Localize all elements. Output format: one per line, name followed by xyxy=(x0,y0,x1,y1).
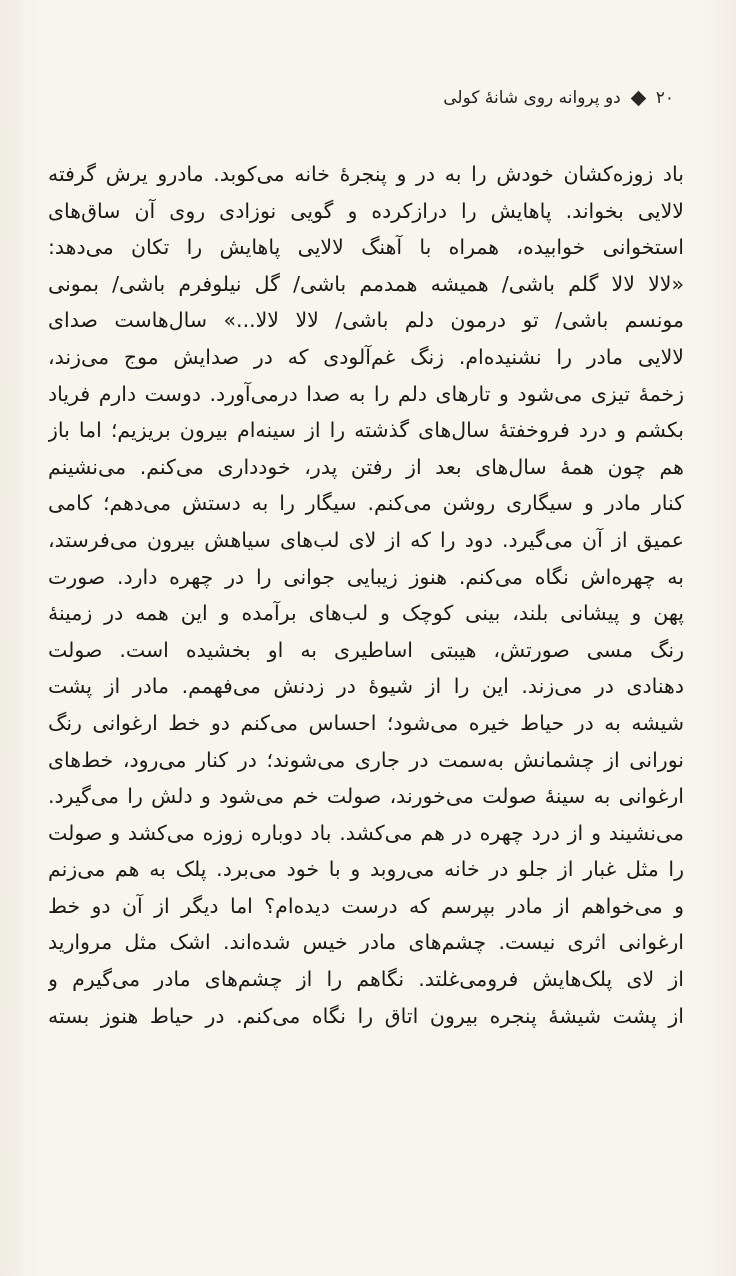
book-title: دو پروانه روی شانهٔ کولی xyxy=(443,88,621,108)
text-line: می‌نشیند و از درد چهره در هم می‌کشد. باد دوباره زوزه می‌کشد و صولت xyxy=(48,820,684,845)
text-line: باد زوزه‌کشان خودش را به در و پنجرهٔ خانه می‌کوبد. مادرو یرش گرفته xyxy=(48,162,684,186)
diamond-icon xyxy=(630,90,646,106)
text-line: ارغوانی به سینهٔ صولت می‌خورند، صولت خم می‌شود و دلش را می‌گیرد. xyxy=(48,784,684,809)
text-line: عمیق از آن می‌گیرد. دود را که از لای لب‌های سیاهش بیرون می‌فرستد، xyxy=(48,527,684,552)
text-line: پهن و پیشانی بلند، بینی کوچک و لب‌های برآمده و این همه در زمینهٔ xyxy=(48,601,684,626)
text-line: از لای پلک‌هایش فرومی‌غلتد. نگاهم را از چشم‌های مادر می‌گیرم و xyxy=(48,967,684,992)
text-line: لالایی بخواند. پاهایش را درازکرده و گویی نوزادی روی آن ساق‌های xyxy=(48,198,684,223)
text-line: ارغوانی اثری نیست. چشم‌های مادر خیس شده‌اند. اشک مثل مروارید xyxy=(48,930,684,955)
text-line: هم چون همهٔ سال‌های بعد از رفتن پدر، خودداری می‌کنم. می‌نشینم xyxy=(48,454,684,479)
text-line: را مثل غبار از جلو در خانه می‌روبد و با خود می‌برد. پلک به هم می‌زنم xyxy=(48,857,684,882)
text-line: از پشت شیشهٔ پنجره بیرون اتاق را نگاه می‌کنم. در حیاط هنوز بسته xyxy=(48,1003,684,1028)
running-header xyxy=(443,88,674,108)
text-line: بکشم و درد فروخفتهٔ سال‌های گذشته را از سینه‌ام بیرون بریزیم؛ اما باز xyxy=(48,418,684,443)
text-line: به چهره‌اش نگاه می‌کنم. هنوز زیبایی جوانی را در چهره دارد. صورت xyxy=(48,564,684,589)
text-line: زخمهٔ تیزی می‌شود و تارهای دلم را به صدا درمی‌آورد. دوست دارم فریاد xyxy=(48,381,684,406)
page-number: ۲۰ xyxy=(655,88,674,108)
text-line: نورانی از چشمانش به‌سمت در جاری می‌شوند؛ در کنار می‌رود، خط‌های xyxy=(48,747,684,772)
text-line: لالایی مادر را نشنیده‌ام. زنگ غم‌آلودی که در صدایش موج می‌زند، xyxy=(48,344,684,369)
text-line: شیشه به در حیاط خیره می‌شود؛ احساس می‌کنم دو خط ارغوانی رنگ xyxy=(48,710,684,735)
text-line: مونسم باشی/ تو درمون دلم باشی/ لالا لالا...» سال‌هاست صدای xyxy=(48,308,684,333)
text-line: رنگ مسی صورتش، هیبتی اساطیری به او بخشیده است. صولت xyxy=(48,637,684,662)
text-line: «لالا لالا گلم باشی/ همیشه همدمم باشی/ گل نیلوفرم باشی/ بمونی xyxy=(48,271,684,296)
text-line: دهنادی در می‌زند. این را از شیوهٔ در زدنش می‌فهمم. مادر از پشت xyxy=(48,674,684,699)
text-line: استخوانی خوابیده، همراه با آهنگ لالایی پاهایش را تکان می‌دهد: xyxy=(48,235,684,260)
text-line: کنار مادر و سیگاری روشن می‌کنم. سیگار را به دستش می‌دهم؛ کامی xyxy=(48,491,684,516)
text-line: و می‌خواهم از مادر بپرسم که درست دیده‌ام؟ اما دیگر از آن دو خط xyxy=(48,893,684,918)
body-text xyxy=(48,156,684,1034)
